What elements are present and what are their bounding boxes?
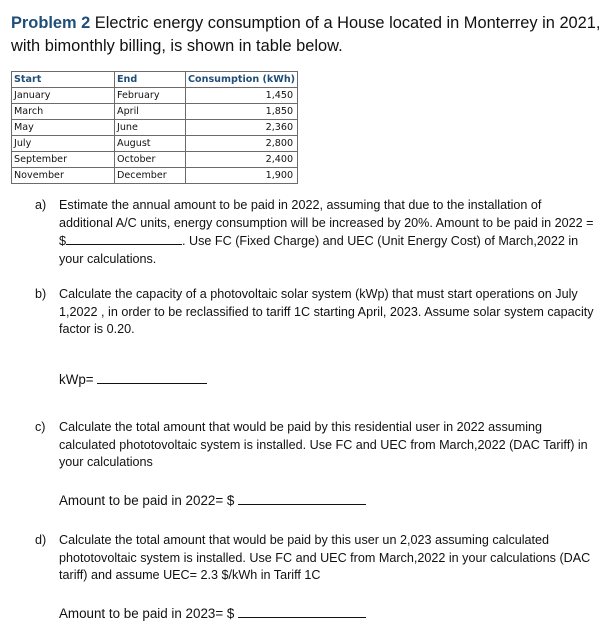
cell-start: January — [12, 88, 115, 104]
question-a-answer-blank[interactable] — [66, 232, 182, 245]
question-c-letter: c) — [35, 420, 46, 434]
cell-consumption: 1,900 — [186, 168, 298, 184]
question-b-answer — [59, 370, 207, 389]
cell-end: April — [115, 104, 186, 120]
question-a-text-part2: . Use FC (Fixed Charge) and UEC (Unit Energy Cost) of March,2022 in your calculations. — [59, 234, 579, 266]
question-c-text: Calculate the total amount that would be paid by this residential user in 2022 assuming calculated phototovoltaic system is installed. Use FC and UEC from March,2022 (DAC Tariff) in your calculations — [59, 420, 588, 469]
cell-consumption: 2,360 — [186, 120, 298, 136]
question-a-text — [59, 197, 595, 268]
question-b-text: Calculate the capacity of a photovoltaic solar system (kWp) that must start operations on July 1,2022 , in order to be reclassified to tariff 1C starting April, 2023. Assume solar system capacity factor is 0.20. — [59, 287, 594, 336]
cell-start: March — [12, 104, 115, 120]
question-d-answer-label: Amount to be paid in 2023= $ — [59, 606, 235, 621]
cell-end: June — [115, 120, 186, 136]
table-row — [12, 136, 298, 152]
cell-consumption: 1,450 — [186, 88, 298, 104]
table-header-row — [12, 72, 298, 88]
question-b — [35, 286, 595, 339]
question-a — [35, 197, 595, 268]
problem-title — [11, 12, 607, 58]
amount-2023-answer-blank[interactable] — [238, 604, 366, 618]
cell-consumption: 2,400 — [186, 152, 298, 168]
kwp-answer-blank[interactable] — [97, 370, 207, 384]
question-b-answer-label: kWp= — [59, 372, 94, 387]
cell-start: November — [12, 168, 115, 184]
table-row — [12, 104, 298, 120]
table-row — [12, 152, 298, 168]
table-row — [12, 88, 298, 104]
consumption-table — [11, 71, 298, 184]
cell-end: February — [115, 88, 186, 104]
cell-consumption: 2,800 — [186, 136, 298, 152]
cell-start: July — [12, 136, 115, 152]
question-c-answer-label: Amount to be paid in 2022= $ — [59, 493, 235, 508]
question-b-letter: b) — [35, 287, 47, 301]
question-a-text-part1: Estimate the annual amount to be paid in 2022, assuming that due to the installation of additional A/C units, energy consumption will be increased by 20%. Amount to be paid in 2022 = $ — [59, 198, 594, 248]
question-d-text: Calculate the total amount that would be paid by this user un 2,023 assuming calculated phototovoltaic system is installed. Use FC and UEC from March,2022 in your calculations (DAC tariff) and assume UEC= 2.3 $/kWh in Tariff 1C — [59, 533, 591, 582]
question-c-answer — [59, 491, 366, 510]
question-d — [35, 532, 595, 585]
cell-end: December — [115, 168, 186, 184]
problem-statement: Electric energy consumption of a House located in Monterrey in 2021, with bimonthly billing, is shown in table below. — [11, 14, 601, 55]
header-start: Start — [12, 72, 115, 88]
question-d-letter: d) — [35, 533, 47, 547]
question-a-letter: a) — [35, 198, 47, 212]
cell-consumption: 1,850 — [186, 104, 298, 120]
amount-2022-answer-blank[interactable] — [238, 491, 366, 505]
table-row — [12, 120, 298, 136]
cell-end: August — [115, 136, 186, 152]
header-end: End — [115, 72, 186, 88]
question-c — [35, 419, 595, 472]
header-consumption: Consumption (kWh) — [186, 72, 298, 88]
question-d-answer — [59, 604, 366, 623]
cell-start: September — [12, 152, 115, 168]
table-row — [12, 168, 298, 184]
problem-label: Problem 2 — [11, 14, 91, 32]
cell-end: October — [115, 152, 186, 168]
cell-start: May — [12, 120, 115, 136]
